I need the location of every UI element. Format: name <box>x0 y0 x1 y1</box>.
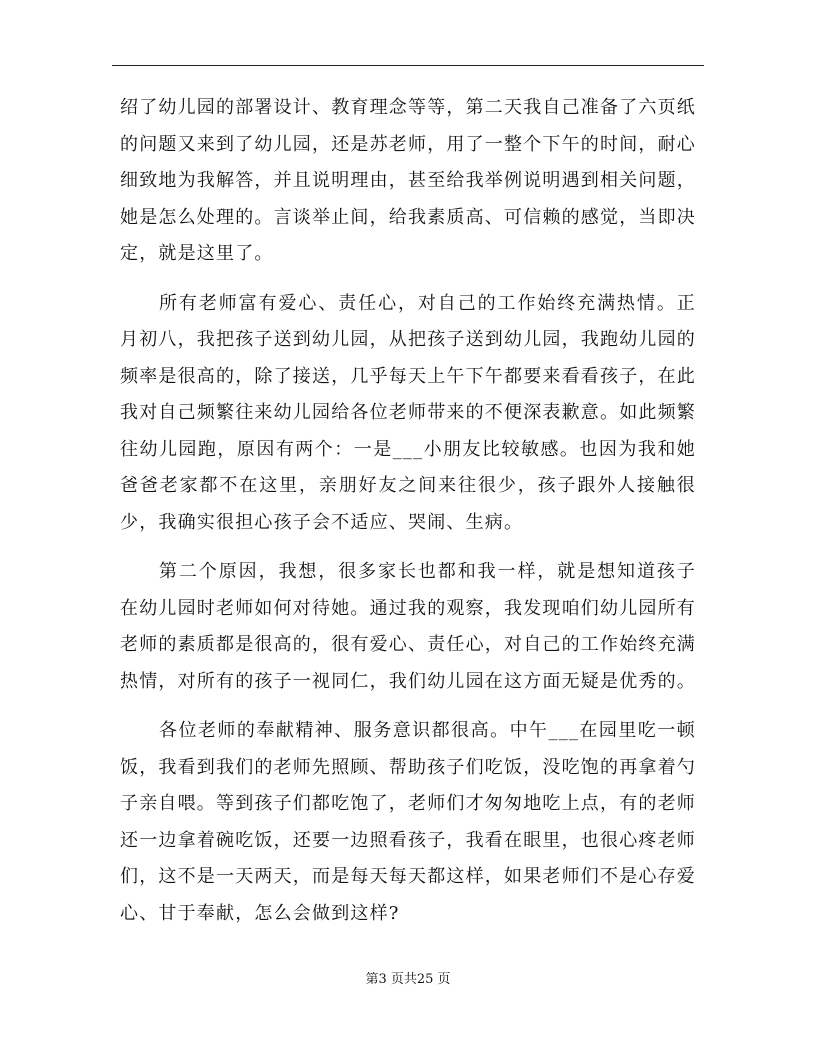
paragraph-2: 所有老师富有爱心、责任心，对自己的工作始终充满热情。正月初八，我把孩子送到幼儿园，从把孩子送到幼儿园，我跑幼儿园的频率是很高的，除了接送，几乎每天上午下午都要来看看孩子，在此我对自己频繁往来幼儿园给各位老师带来的不便深表歉意。如此频繁往幼儿园跑，原因有两个：一是___小朋友比较敏感。也因为我和她爸爸老家都不在这里，亲朋好友之间来往很少，孩子跟外人接触很少，我确实很担心孩子会不适应、哭闹、生病。 <box>120 292 696 533</box>
header-rule <box>112 65 704 66</box>
document-body <box>120 90 696 945</box>
page-number-footer: 第3 页共25 页 <box>365 972 451 987</box>
paragraph-4: 各位老师的奉献精神、服务意识都很高。中午___在园里吃一顿饭，我看到我们的老师先照顾、帮助孩子们吃饭，没吃饱的再拿着勺子亲自喂。等到孩子们都吃饱了，老师们才匆匆地吃上点，有的老师还一边拿着碗吃饭，还要一边照看孩子，我看在眼里，也很心疼老师们，这不是一天两天，而是每天每天都这样，如果老师们不是心存爱心、甘于奉献，怎么会做到这样? <box>120 720 696 924</box>
paragraph-3: 第二个原因，我想，很多家长也都和我一样，就是想知道孩子在幼儿园时老师如何对待她。通过我的观察，我发现咱们幼儿园所有老师的素质都是很高的，很有爱心、责任心，对自己的工作始终充满热情，对所有的孩子一视同仁，我们幼儿园在这方面无疑是优秀的。 <box>120 561 696 692</box>
paragraph-1: 绍了幼儿园的部署设计、教育理念等等，第二天我自己准备了六页纸的问题又来到了幼儿园，还是苏老师，用了一整个下午的时间，耐心细致地为我解答，并且说明理由，甚至给我举例说明遇到相关问题，她是怎么处理的。言谈举止间，给我素质高、可信赖的感觉，当即决定，就是这里了。 <box>120 97 696 264</box>
